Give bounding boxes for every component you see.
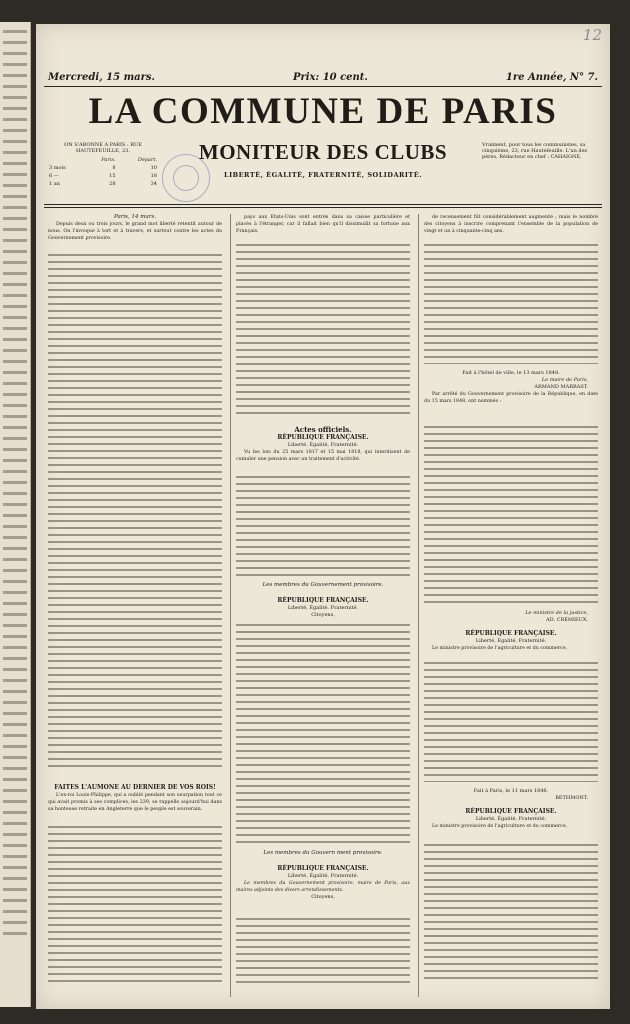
- republic-motto: Liberté, Égalité, Fraternité.: [287, 605, 359, 611]
- article-heading: FAITES L'AUMONE AU DERNIER DE VOS ROIS!: [54, 784, 216, 791]
- official-acts-2: [236, 582, 410, 619]
- text-body: [424, 844, 598, 984]
- subscription-col-paris: Paris.: [101, 157, 116, 163]
- signature-block-2: [424, 610, 598, 652]
- text-body: [48, 254, 222, 769]
- masthead-rule-double: [44, 207, 602, 208]
- article-paragraph: Par arrêté du Gouvernement provisoire de la République, en date du 15 mars 1848, ont nommés :: [424, 392, 598, 404]
- subscription-row: 6 — 15 18: [49, 173, 157, 179]
- subscription-row: 3 mois 8 10: [49, 165, 157, 171]
- article-paragraph: Le ministre provisoire de l'agriculture et du commerce,: [432, 646, 568, 651]
- signature-title: Le maire de Paris,: [541, 377, 588, 383]
- section-heading: Actes officiels.: [294, 425, 352, 434]
- issue-number: 1re Année, N° 7.: [505, 72, 598, 83]
- signature-line: Les membres du Gouvernement provisoire.: [262, 582, 384, 588]
- text-body: [424, 662, 598, 782]
- signature-name: ARMAND MARRAST.: [534, 384, 588, 390]
- republic-motto: Liberté, Égalité, Fraternité.: [287, 873, 359, 879]
- article-paragraph: L'ex-roi Louis-Philippe, qui a oublié pendant son usurpation tout ce qui avait promis à ses complices, les 239, se rappelle aujourd'hui dans sa honteuse retraite en Angleterre que le peuple est souverain.: [48, 793, 222, 812]
- editor-box: Vraiment, pour tous les communistes, sa cinquième, 23, rue Hautefeuille. L'un des pères, Rédacteur en chef : CAHAIGNE.: [482, 142, 588, 160]
- column-3: [418, 214, 598, 997]
- republic-heading: RÉPUBLIQUE FRANÇAISE.: [277, 597, 369, 604]
- republic-heading: RÉPUBLIQUE FRANÇAISE.: [277, 434, 369, 441]
- text-body: [236, 918, 410, 984]
- signature-place: Fait à l'hôtel de ville, le 13 mars 1848.: [462, 370, 560, 376]
- newspaper-page: [36, 24, 610, 1009]
- newspaper-motto: LIBERTÉ, ÉGALITÉ, FRATERNITÉ, SOLIDARITÉ.: [224, 171, 422, 179]
- republic-motto: Liberté, Égalité, Fraternité.: [475, 816, 547, 822]
- official-acts-3: [236, 850, 410, 901]
- republic-motto: Liberté, Égalité, Fraternité.: [287, 442, 359, 448]
- column-2: [230, 214, 410, 997]
- dateline: Paris, 14 mars.: [114, 214, 156, 220]
- text-body: [236, 624, 410, 844]
- text-body: [48, 826, 222, 984]
- article-paragraph: Le ministre provisoire de l'agriculture et du commerce,: [432, 824, 568, 829]
- article-aumone: [48, 784, 222, 813]
- text-body: [236, 476, 410, 576]
- official-acts-1: [236, 426, 410, 463]
- column-1: [48, 214, 222, 997]
- republic-heading: RÉPUBLIQUE FRANÇAISE.: [277, 865, 369, 872]
- signature-block-1: [424, 370, 598, 405]
- signature-block-3: [424, 788, 598, 830]
- decree-text: Vu les lois du 25 mars 1817 et 15 mai 1818, qui interdisent de cumuler une pension avec un traitement d'activité.: [236, 450, 410, 462]
- article-columns: [48, 214, 598, 997]
- newspaper-subtitle: MONITEUR DES CLUBS: [198, 140, 448, 164]
- subscription-header: ON S'ABONNE A PARIS : RUE HAUTEFEUILLE, 23.: [64, 142, 142, 154]
- adjacent-page-edge: [0, 22, 31, 1007]
- issue-price: Prix: 10 cent.: [292, 72, 368, 83]
- subscription-col-dep: Départ.: [137, 157, 157, 163]
- republic-heading: RÉPUBLIQUE FRANÇAISE.: [465, 630, 557, 637]
- newspaper-title: LA COMMUNE DE PARIS: [88, 91, 558, 132]
- signature-place: Fait à Paris, le 11 mars 1848.: [473, 788, 549, 794]
- text-body: [424, 426, 598, 604]
- republic-motto: Liberté, Égalité, Fraternité.: [475, 638, 547, 644]
- signature-name: BETHMONT.: [555, 795, 588, 801]
- text-body: [424, 244, 598, 364]
- masthead-topline: [48, 72, 598, 83]
- republic-heading: RÉPUBLIQUE FRANÇAISE.: [465, 808, 557, 815]
- salutation: Citoyens,: [311, 612, 335, 618]
- archive-pencil-note: 12: [582, 26, 602, 44]
- article-paragraph: de recensement fût considérablement augmenté ; mais le nombre des citoyens à inscrire comprenant l'ensemble de la population de vingt et un à cinquante-cinq ans.: [424, 215, 598, 234]
- signature-line: Les membres du Gouvern ment provisoire.: [263, 850, 383, 856]
- signature-name: AD. CRÉMIEUX.: [546, 617, 588, 623]
- issue-date: Mercredi, 15 mars.: [48, 72, 156, 83]
- lead-paragraph: Depuis deux ou trois jours, le grand mot liberté retentit autour de nous. On l'invoque à tort et à travers, et surtout contre les actes du Gouvernement provisoire.: [48, 222, 222, 241]
- masthead-rule-bottom: [44, 204, 602, 205]
- salutation: Citoyens,: [311, 894, 335, 900]
- decree-text: Le membres du Gouvernement provisoire, maire de Paris, aux maires adjoints des divers arrondissements.: [236, 881, 410, 893]
- article-paragraph: pays aux États-Unis sont entrés dans sa caisse particulière et placés à l'étranger, car il fallait bien qu'il dissimulât sa fortune aux Français.: [236, 215, 410, 234]
- text-body: [236, 244, 410, 419]
- masthead-rule-top: [44, 86, 602, 87]
- signature-title: Le ministre de la justice,: [525, 610, 588, 616]
- subscription-row: 1 an 28 34: [49, 181, 157, 187]
